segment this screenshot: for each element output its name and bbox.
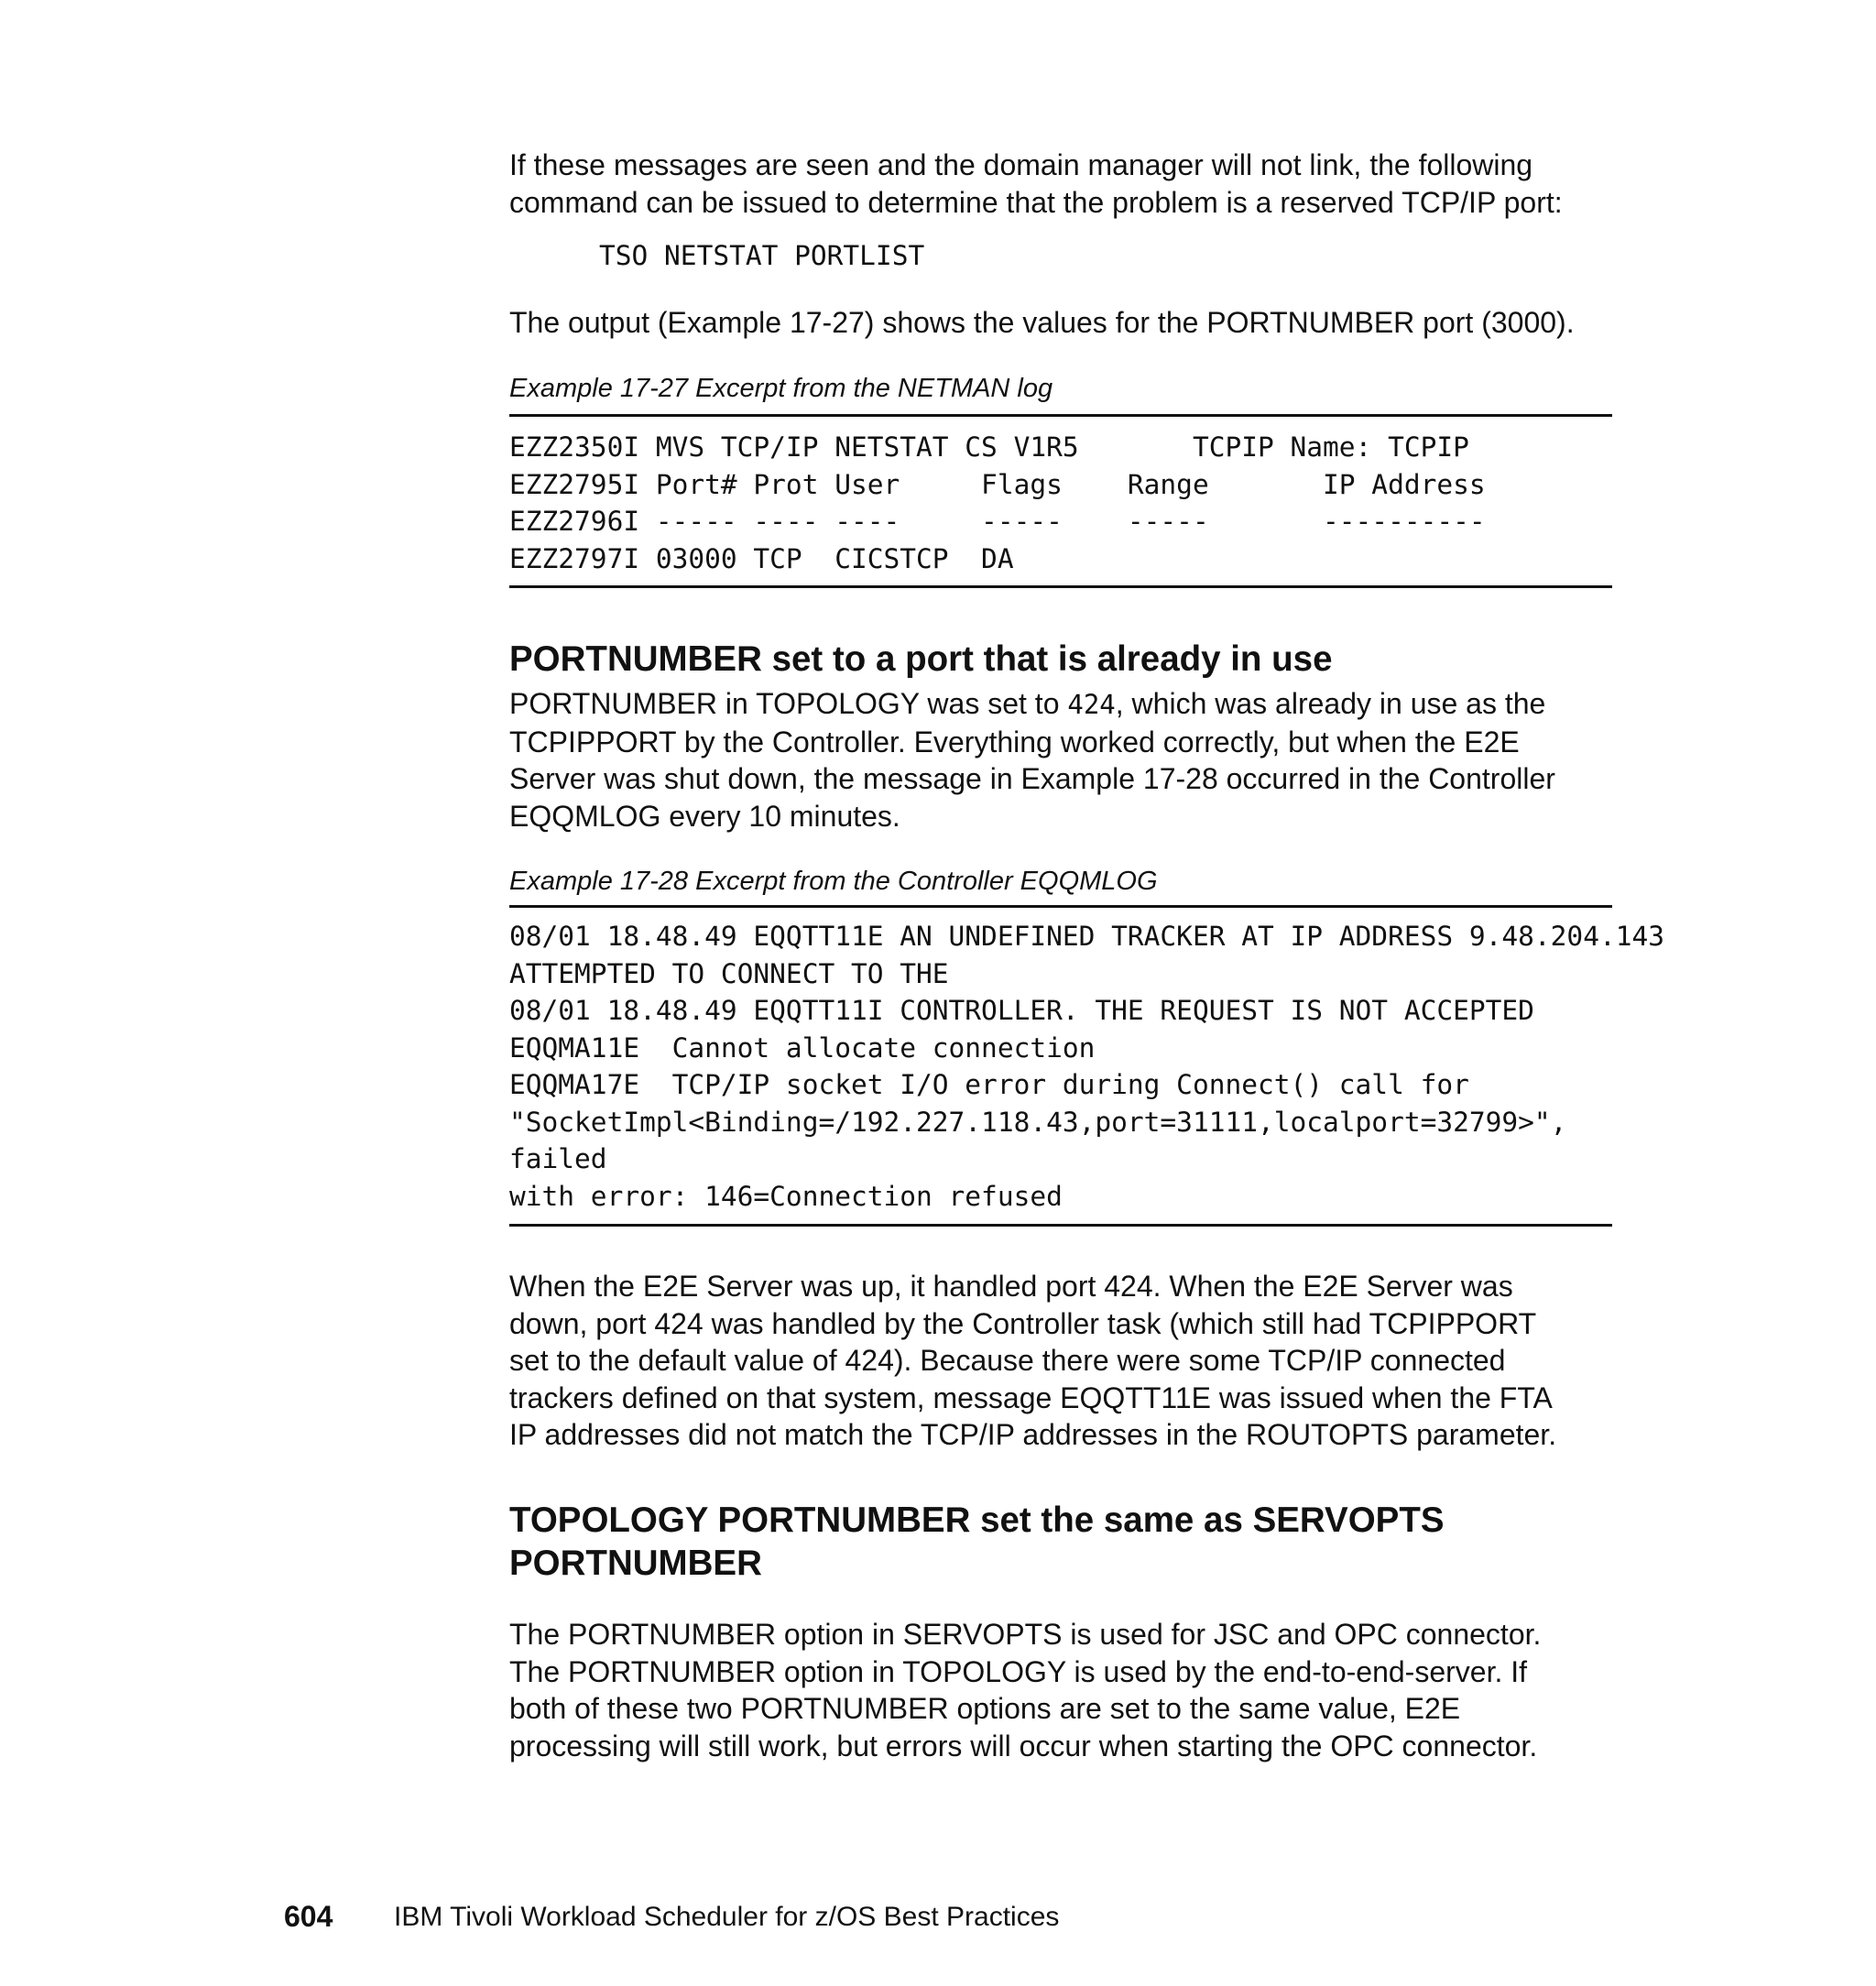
code-line: 08/01 18.48.49 EQQTT11E AN UNDEFINED TRACKER AT IP ADDRESS 9.48.204.143	[509, 921, 1664, 952]
section-portnumber-in-use	[509, 638, 1612, 681]
section-topology-servopts	[509, 1499, 1612, 1585]
intro-line-2: command can be issued to determine that the problem is a reserved TCP/IP port:	[509, 185, 1563, 219]
example-17-27-code	[509, 429, 1612, 577]
page-number: 604	[284, 1900, 333, 1933]
para-line: trackers defined on that system, message EQQTT11E was issued when the FTA	[509, 1380, 1553, 1414]
example-caption: Example 17-27 Excerpt from the NETMAN log	[509, 374, 1053, 403]
example-17-28-top-rule	[509, 905, 1612, 908]
para-line: TCPIPPORT by the Controller. Everything worked correctly, but when the E2E	[509, 725, 1520, 758]
para-line: The PORTNUMBER option in SERVOPTS is used for JSC and OPC connector.	[509, 1618, 1542, 1651]
para-line	[509, 685, 1612, 724]
example-17-27-caption	[509, 372, 1612, 405]
code-line: failed	[509, 1143, 607, 1174]
para-line: down, port 424 was handled by the Controller task (which still had TCPIPPORT	[509, 1306, 1537, 1340]
example-17-28-caption	[509, 865, 1612, 898]
code-line: EZZ2795I Port# Prot User Flags Range IP Address	[509, 468, 1486, 500]
section-heading: PORTNUMBER set to a port that is already in use	[509, 639, 1333, 679]
example-17-28-code	[509, 918, 1664, 1215]
example-17-27-top-rule	[509, 414, 1612, 417]
output-paragraph	[509, 304, 1612, 342]
code-line: ATTEMPTED TO CONNECT TO THE	[509, 957, 949, 989]
book-title: IBM Tivoli Workload Scheduler for z/OS Best Practices	[394, 1902, 1060, 1932]
para-line: Server was shut down, the message in Example 17-28 occurred in the Controller	[509, 762, 1555, 795]
example-17-28-bottom-rule	[509, 1224, 1612, 1227]
para-line: The PORTNUMBER option in TOPOLOGY is used by the end-to-end-server. If	[509, 1654, 1528, 1688]
code-line: "SocketImpl<Binding=/192.227.118.43,port=31111,localport=32799>",	[509, 1106, 1567, 1138]
inline-code: 424	[1067, 689, 1116, 720]
para-line: IP addresses did not match the TCP/IP addresses in the ROUTOPTS parameter.	[509, 1418, 1557, 1451]
e2e-server-paragraph	[509, 1268, 1612, 1454]
code-line: with error: 146=Connection refused	[509, 1180, 1063, 1212]
para-line: EQQMLOG every 10 minutes.	[509, 799, 900, 833]
section-2-paragraph	[509, 1616, 1612, 1764]
intro-line-1: If these messages are seen and the domain manager will not link, the following	[509, 148, 1533, 181]
example-caption: Example 17-28 Excerpt from the Controller EQQMLOG	[509, 867, 1158, 896]
code-line: EZZ2797I 03000 TCP CICSTCP DA	[509, 542, 1014, 574]
example-17-27-bottom-rule	[509, 585, 1612, 588]
intro-paragraph	[509, 147, 1612, 221]
code-line: EZZ2350I MVS TCP/IP NETSTAT CS V1R5 TCPIP Name: TCPIP	[509, 431, 1469, 463]
section-1-paragraph	[509, 685, 1612, 835]
section-heading: TOPOLOGY PORTNUMBER set the same as SERVOPTS	[509, 1500, 1445, 1540]
para-line: set to the default value of 424). Because there were some TCP/IP connected	[509, 1344, 1506, 1377]
para-line: When the E2E Server was up, it handled port 424. When the E2E Server was	[509, 1270, 1513, 1303]
code-line: 08/01 18.48.49 EQQTT11I CONTROLLER. THE REQUEST IS NOT ACCEPTED	[509, 995, 1534, 1026]
code-line: EZZ2796I ----- ---- ---- ----- ----- ----------	[509, 506, 1486, 537]
para-line: both of these two PORTNUMBER options are set to the same value, E2E	[509, 1692, 1461, 1725]
section-heading: PORTNUMBER	[509, 1544, 762, 1583]
para-text: , which was already in use as the	[1115, 687, 1546, 720]
para-line: processing will still work, but errors will occur when starting the OPC connector.	[509, 1729, 1538, 1762]
command-text: TSO NETSTAT PORTLIST	[599, 240, 925, 271]
command-block	[599, 240, 1702, 271]
para-text: PORTNUMBER in TOPOLOGY was set to	[509, 687, 1068, 720]
output-sentence: The output (Example 17-27) shows the values for the PORTNUMBER port (3000).	[509, 306, 1575, 339]
code-line: EQQMA17E TCP/IP socket I/O error during Connect() call for	[509, 1069, 1469, 1100]
code-line: EQQMA11E Cannot allocate connection	[509, 1031, 1096, 1064]
